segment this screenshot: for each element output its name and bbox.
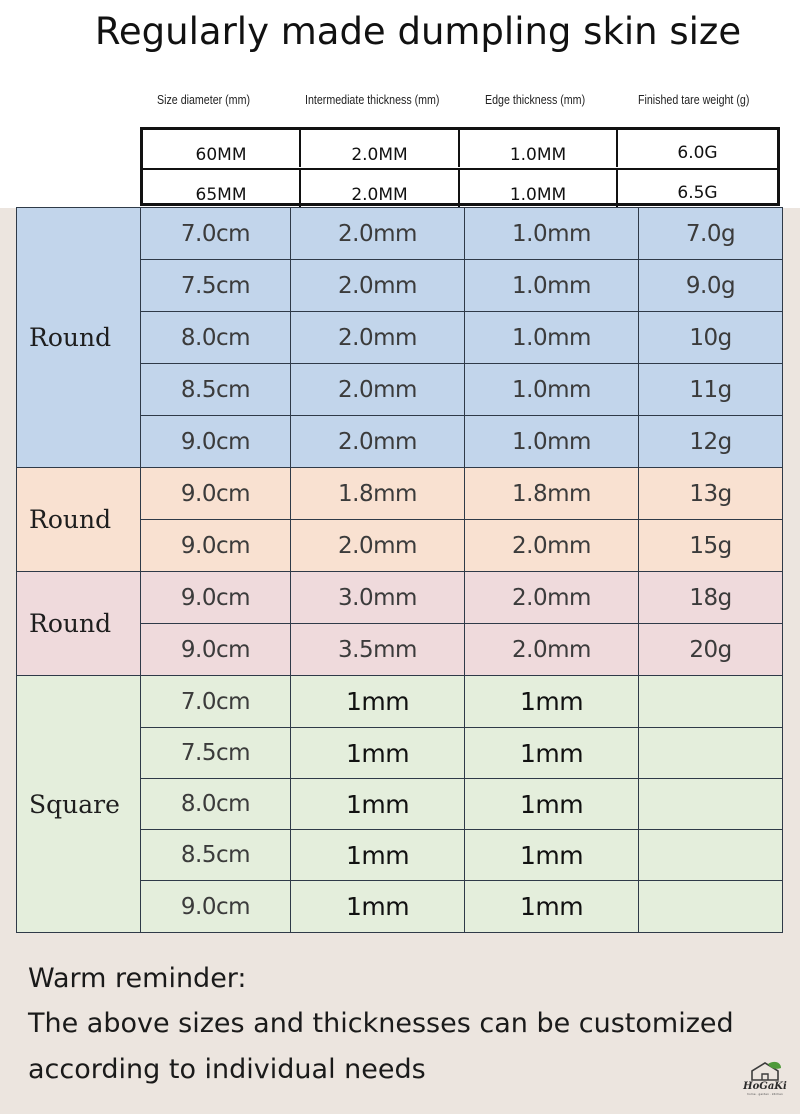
- edge-thickness-cell: 1.0mm: [464, 416, 638, 468]
- weight-cell: [638, 728, 782, 778]
- table-row: [141, 676, 782, 728]
- edge-thickness-cell: 1mm: [464, 830, 638, 880]
- reminder-text-line-1: The above sizes and thicknesses can be customized: [28, 1008, 734, 1039]
- intermediate-thickness-cell: 1mm: [290, 779, 464, 829]
- logo-tagline: home · garden · kitchen: [747, 1092, 783, 1096]
- group-round-blue: [17, 208, 782, 468]
- intermediate-thickness-cell: 1mm: [290, 728, 464, 778]
- table-row: [141, 468, 782, 520]
- edge-thickness-cell: 1.0mm: [464, 208, 638, 259]
- diameter-cell: 8.5cm: [180, 376, 251, 403]
- weight-cell: 18g: [638, 572, 782, 623]
- group-round-pink: [17, 572, 782, 676]
- small-table-cell: 2.0MM: [301, 170, 460, 207]
- small-table-cell: 6.0G: [677, 143, 718, 163]
- weight-cell: 10g: [638, 312, 782, 363]
- small-table-row: [143, 168, 777, 207]
- group-square-green: [17, 676, 782, 932]
- edge-thickness-cell: 1.8mm: [464, 468, 638, 519]
- diameter-cell: 9.0cm: [180, 584, 251, 611]
- table-row: [141, 416, 782, 468]
- edge-thickness-cell: 1mm: [464, 881, 638, 932]
- shape-label: Round: [17, 468, 141, 571]
- intermediate-thickness-cell: 2.0mm: [290, 364, 464, 415]
- shape-label: Square: [17, 676, 141, 932]
- diameter-cell: 9.0cm: [180, 893, 251, 920]
- weight-cell: [638, 830, 782, 880]
- diameter-cell: 9.0cm: [180, 637, 251, 663]
- intermediate-thickness-cell: 1.8mm: [290, 468, 464, 519]
- weight-cell: 7.0g: [638, 208, 782, 259]
- diameter-cell: 8.0cm: [180, 324, 251, 351]
- edge-thickness-cell: 2.0mm: [464, 520, 638, 572]
- table-row: [141, 728, 782, 779]
- table-row: [141, 312, 782, 364]
- intermediate-thickness-cell: 2.0mm: [290, 520, 464, 572]
- small-table-cell: 6.5G: [677, 183, 718, 203]
- diameter-cell: 9.0cm: [180, 533, 251, 559]
- intermediate-thickness-cell: 2.0mm: [290, 416, 464, 468]
- table-row: [141, 364, 782, 416]
- house-leaf-icon: [748, 1060, 782, 1082]
- weight-cell: 15g: [638, 520, 782, 572]
- edge-thickness-cell: 1mm: [464, 728, 638, 778]
- logo-wordmark: HoGaKi: [743, 1081, 787, 1092]
- diameter-cell: 9.0cm: [180, 480, 251, 507]
- column-header-tare-weight: Finished tare weight (g): [638, 92, 750, 107]
- column-header-edge-thickness: Edge thickness (mm): [485, 92, 586, 107]
- table-row: [141, 260, 782, 312]
- small-size-table: [140, 127, 780, 206]
- column-header-size: Size diameter (mm): [157, 92, 251, 107]
- diameter-cell: 7.0cm: [180, 220, 251, 247]
- small-table-cell: 2.0MM: [301, 130, 460, 167]
- weight-cell: [638, 881, 782, 932]
- edge-thickness-cell: 2.0mm: [464, 572, 638, 623]
- weight-cell: 13g: [638, 468, 782, 519]
- table-row: [141, 830, 782, 881]
- table-row: [141, 520, 782, 572]
- diameter-cell: 9.0cm: [180, 429, 251, 455]
- small-table-cell: 65MM: [143, 170, 301, 207]
- brand-logo: [736, 1060, 794, 1104]
- edge-thickness-cell: 1mm: [464, 779, 638, 829]
- edge-thickness-cell: 1.0mm: [464, 260, 638, 311]
- table-row: [141, 624, 782, 676]
- weight-cell: [638, 779, 782, 829]
- reminder-text-line-2: according to individual needs: [28, 1054, 426, 1085]
- intermediate-thickness-cell: 2.0mm: [290, 312, 464, 363]
- intermediate-thickness-cell: 2.0mm: [290, 260, 464, 311]
- table-row: [141, 208, 782, 260]
- table-row: [141, 881, 782, 932]
- edge-thickness-cell: 1mm: [464, 676, 638, 727]
- shape-label: Round: [17, 208, 141, 467]
- diameter-cell: 7.5cm: [180, 740, 251, 766]
- size-table: [16, 207, 783, 933]
- shape-label: Round: [17, 572, 141, 675]
- column-header-intermediate-thickness: Intermediate thickness (mm): [305, 92, 440, 107]
- intermediate-thickness-cell: 1mm: [290, 881, 464, 932]
- reminder-heading: Warm reminder:: [28, 963, 247, 994]
- edge-thickness-cell: 2.0mm: [464, 624, 638, 676]
- intermediate-thickness-cell: 1mm: [290, 676, 464, 727]
- intermediate-thickness-cell: 1mm: [290, 830, 464, 880]
- intermediate-thickness-cell: 3.5mm: [290, 624, 464, 676]
- small-table-row: [143, 130, 777, 167]
- diameter-cell: 7.5cm: [180, 272, 251, 299]
- small-table-cell: 60MM: [143, 130, 301, 167]
- page-title: Regularly made dumpling skin size: [94, 10, 742, 53]
- diameter-cell: 8.5cm: [180, 842, 251, 868]
- group-round-peach: [17, 468, 782, 572]
- small-table-cell: 1.0MM: [460, 170, 618, 207]
- small-table-cell: 1.0MM: [460, 130, 618, 167]
- edge-thickness-cell: 1.0mm: [464, 364, 638, 415]
- edge-thickness-cell: 1.0mm: [464, 312, 638, 363]
- intermediate-thickness-cell: 3.0mm: [290, 572, 464, 623]
- weight-cell: 12g: [638, 416, 782, 468]
- intermediate-thickness-cell: 2.0mm: [290, 208, 464, 259]
- table-row: [141, 572, 782, 624]
- weight-cell: 11g: [638, 364, 782, 415]
- weight-cell: 20g: [638, 624, 782, 676]
- weight-cell: [638, 676, 782, 727]
- weight-cell: 9.0g: [638, 260, 782, 311]
- diameter-cell: 7.0cm: [180, 688, 251, 715]
- table-row: [141, 779, 782, 830]
- diameter-cell: 8.0cm: [180, 791, 251, 817]
